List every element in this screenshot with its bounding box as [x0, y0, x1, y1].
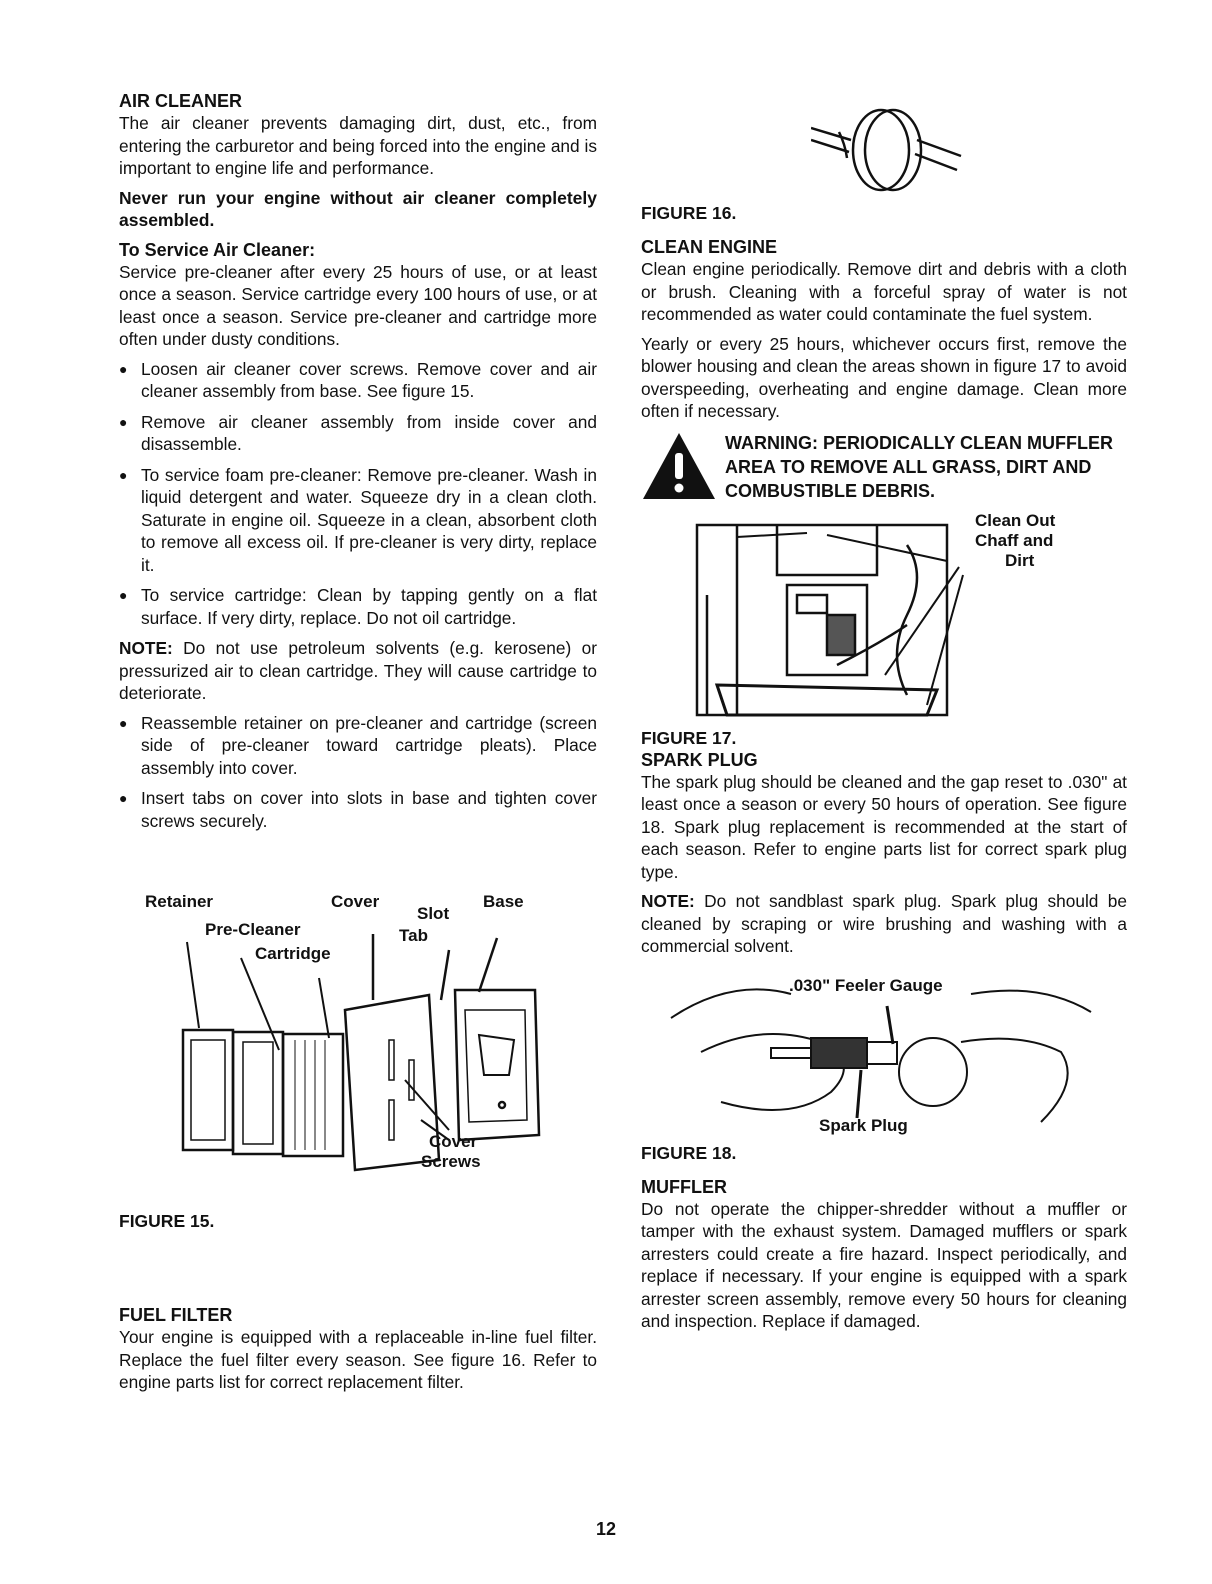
- fuel-filter-heading: FUEL FILTER: [119, 1305, 233, 1325]
- note-text: Do not sandblast spark plug. Spark plug should be cleaned by scraping or wire brushing and washing with a commercial solvent.: [641, 891, 1127, 956]
- muffler-warning: [641, 431, 1127, 503]
- service-air-cleaner-heading: To Service Air Cleaner:: [119, 239, 316, 260]
- clean-out-label-line1: Clean Out: [975, 510, 1056, 530]
- warning-triangle-icon: [641, 431, 717, 501]
- cover-label: Cover: [331, 892, 380, 911]
- figure-15-caption: FIGURE 15.: [119, 1211, 215, 1231]
- left-column: [119, 90, 597, 1394]
- cartridge-note: [119, 637, 597, 705]
- service-steps-list: [119, 358, 597, 630]
- figure-16: [641, 90, 1127, 202]
- list-item: ● To service foam pre-cleaner: Remove pre-cleaner. Wash in liquid detergent and water. Squeeze dry in a clean cloth. Saturate in engine oil. Squeeze in a clean, absorbent cloth to remove all excess oil. If pre-cleaner is very dirty, replace it.: [119, 464, 597, 577]
- right-column: [641, 90, 1127, 1333]
- fuel-filter-text: Your engine is equipped with a replaceable in-line fuel filter. Replace the fuel filter every season. See figure 16. Refer to engine parts list for correct replacement filter.: [119, 1327, 597, 1392]
- air-cleaner-exploded-illustration: [159, 900, 579, 1190]
- figure-15: [119, 880, 597, 1210]
- spark-plug-label: Spark Plug: [819, 1115, 908, 1135]
- air-cleaner-intro: The air cleaner prevents damaging dirt, dust, etc., from entering the carburetor and being forced into the engine and is important to engine life and performance.: [119, 113, 597, 178]
- muffler-text: Do not operate the chipper-shredder without a muffler or tamper with the exhaust system. Damaged mufflers or spark arresters could create a fire hazard. Inspect periodically, and replace if necessary. If your engine is equipped with a spark arrester screen assembly, remove every 50 hours for cleaning and inspection. Replace if damaged.: [641, 1198, 1127, 1331]
- note-label: NOTE:: [641, 891, 695, 911]
- feeler-gauge-label: .030" Feeler Gauge: [789, 975, 943, 995]
- clean-engine-heading: CLEAN ENGINE: [641, 237, 778, 257]
- cartridge-label: Cartridge: [255, 944, 331, 963]
- note-text: Do not use petroleum solvents (e.g. kerosene) or pressurized air to clean cartridge. They will cause cartridge to deteriorate.: [119, 638, 597, 703]
- figure-16-caption: FIGURE 16.: [641, 203, 737, 223]
- clean-engine-paragraph-2: Yearly or every 25 hours, whichever occurs first, remove the blower housing and clean the areas shown in figure 17 to avoid overspeeding, overheating and engine damage. Clean more often if necessary.: [641, 333, 1127, 421]
- tab-label: Tab: [399, 926, 428, 945]
- clean-out-label-line3: Dirt: [1005, 550, 1035, 570]
- engine-illustration: [677, 515, 967, 725]
- clean-engine-paragraph-1: Clean engine periodically. Remove dirt and debris with a cloth or brush. Cleaning with a forceful spray of water is not recommended as water could contaminate the fuel system.: [641, 259, 1127, 324]
- list-item: ● Reassemble retainer on pre-cleaner and cartridge (screen side of pre-cleaner toward cartridge pleats). Place assembly into cover.: [119, 712, 597, 780]
- spark-plug-text: The spark plug should be cleaned and the gap reset to .030" at least once a season or every 50 hours of operation. See figure 18. Spark plug replacement is recommended at the start of each season. Refer to engine parts list for correct spark plug type.: [641, 771, 1127, 882]
- reassemble-steps-list: [119, 712, 597, 833]
- list-item: ● Remove air cleaner assembly from inside cover and disassemble.: [119, 411, 597, 456]
- cover-screws-label-line1: Cover: [429, 1132, 478, 1151]
- air-cleaner-warning: Never run your engine without air cleaner completely assembled.: [119, 187, 597, 230]
- slot-label: Slot: [417, 904, 450, 923]
- muffler-heading: MUFFLER: [641, 1176, 727, 1197]
- list-item: ● Loosen air cleaner cover screws. Remove cover and air cleaner assembly from base. See figure 15.: [119, 358, 597, 403]
- list-item: ● To service cartridge: Clean by tapping gently on a flat surface. If very dirty, replace. Do not oil cartridge.: [119, 584, 597, 629]
- pre-cleaner-label: Pre-Cleaner: [205, 920, 301, 939]
- figure-18: [641, 972, 1127, 1142]
- cover-screws-label-line2: Screws: [421, 1152, 481, 1171]
- list-item: ● Insert tabs on cover into slots in base and tighten cover screws securely.: [119, 787, 597, 832]
- spark-plug-note: [641, 890, 1127, 958]
- retainer-label: Retainer: [145, 892, 214, 911]
- fuel-filter-illustration: [811, 100, 971, 200]
- clean-out-label-line2: Chaff and: [975, 530, 1054, 550]
- figure-17-caption: FIGURE 17.: [641, 727, 737, 748]
- figure-17: [641, 511, 1127, 727]
- service-air-cleaner-text: Service pre-cleaner after every 25 hours of use, or at least once a season. Service cartridge every 100 hours of use, or at least once a season. Service pre-cleaner and cartridge more often under dusty conditions.: [119, 261, 597, 349]
- base-label: Base: [483, 892, 524, 911]
- figure-18-caption: FIGURE 18.: [641, 1142, 737, 1163]
- warning-text: WARNING: PERIODICALLY CLEAN MUFFLER AREA TO REMOVE ALL GRASS, DIRT AND COMBUSTIBLE DEBRIS.: [725, 432, 1114, 501]
- note-label: NOTE:: [119, 638, 173, 658]
- spark-plug-heading: SPARK PLUG: [641, 749, 758, 770]
- air-cleaner-heading: AIR CLEANER: [119, 91, 243, 111]
- page-number: 12: [595, 1519, 617, 1539]
